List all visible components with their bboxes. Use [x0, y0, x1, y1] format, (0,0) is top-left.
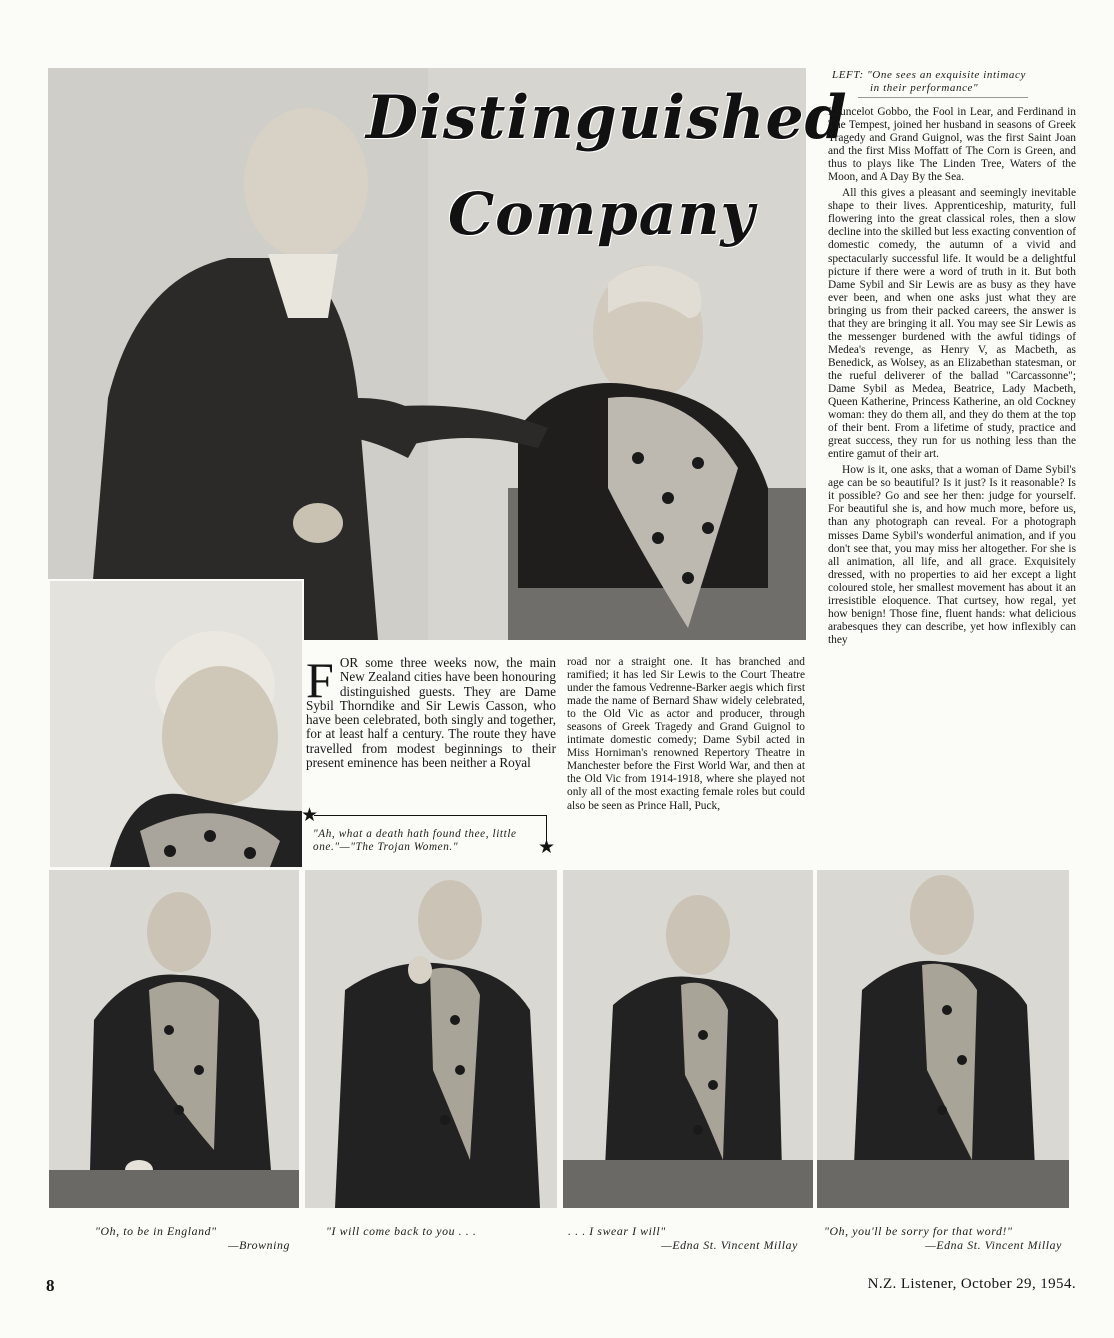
bottom-photo-3	[563, 870, 813, 1208]
col3-paragraph-1: Launcelot Gobbo, the Fool in Lear, and Ferdinand in The Tempest, joined her husband in seasons of Greek Tragedy and Grand Guignol, was the first Saint Joan and the first Miss Moffatt of The Corn is Green, and thus to plays like The Linden Tree, Waters of the Moon, and A Day By the Sea.	[828, 106, 1076, 184]
inset-caption: "Ah, what a death hath found thee, little one."—"The Trojan Women."	[313, 828, 517, 853]
star-icon: ★	[301, 804, 319, 826]
inset-photo-portrait	[48, 579, 304, 869]
headline-line-2: Company	[448, 180, 756, 248]
bottom-caption-3-quote: . . . I swear I will"	[568, 1224, 666, 1238]
bottom-caption-2-quote: "I will come back to you . . .	[326, 1224, 477, 1238]
headline-line-1: Distinguished	[366, 83, 848, 153]
col3-paragraph-3: How is it, one asks, that a woman of Dame Sybil's age can be so beautiful? Is it just? Is it reasonable? Is it possible? Go and see her then: judge for yourself. For beautiful she is, and how much more, before us, than any photograph can reveal. For a photograph misses Dame Sybil's wonderful animation, and if you don't see that, you may miss her altogether. For she is all animation, all life, and all grace. Exquisitely dressed, with no properties to aid her except a light coloured stole, her smallest movement has about it an irresistible eloquence. That curtsey, how regal, yet how benign! Those fine, fluent hands: what delicious arabesques they can describe, yet how inflexibly can they	[828, 464, 1076, 646]
bottom-caption-1-credit: —Browning	[228, 1238, 290, 1252]
article-column-1	[306, 656, 556, 806]
col1-text: OR some three weeks now, the main New Zealand cities have been honouring distinguished guests. They are Dame Sybil Thorndike and Sir Lewis Casson, who have been celebrated, both singly and together, for at least half a century. The route they have travelled from modest beginnings to their present eminence has been neither a Royal	[306, 656, 556, 771]
bottom-caption-4-credit: —Edna St. Vincent Millay	[925, 1238, 1062, 1252]
top-caption-line-1: LEFT: "One sees an exquisite intimacy	[832, 69, 1026, 81]
article-column-2	[567, 656, 805, 861]
top-caption-line-2: in their performance"	[870, 82, 979, 94]
drop-cap: F	[306, 656, 334, 708]
page-number: 8	[46, 1276, 55, 1295]
caption-box-rule-top	[314, 815, 547, 816]
bottom-caption-4-quote: "Oh, you'll be sorry for that word!"	[824, 1224, 1013, 1238]
bottom-photo-4	[817, 870, 1069, 1208]
masthead-dateline: N.Z. Listener, October 29, 1954.	[867, 1276, 1076, 1292]
bottom-photo-2	[305, 870, 557, 1208]
caption-rule	[858, 97, 1028, 98]
article-column-3	[828, 106, 1076, 647]
col3-paragraph-2: All this gives a pleasant and seemingly inevitable shape to their lives. Apprenticeship, maturity, full flowering into the great classical roles, then a slow decline into the skilled but less exacting convention of domestic comedy, the autumn of a vivid and spectacularly successful life. It would be a delightful picture if there were a word of truth in it. But both Dame Sybil and Sir Lewis are as busy as they have ever been, and when one asks just what they are bringing us from their packed careers, the answer is that they are bringing it all. You may see Sir Lewis as the messenger burdened with the awful tidings of Medea's revenge, as Henry V, as Macbeth, as Benedick, as Wolsey, as an Elizabethan statesman, or the rueful deliverer of the ballad "Carcassonne"; Dame Sybil as Medea, Beatrice, Lady Macbeth, Queen Katherine, Princess Katherine, an old Cockney woman: they do them all, and they do them at the top of their bent. From a lifetime of study, practice and great success, they run for us nothing less than the entire gamut of their art.	[828, 187, 1077, 461]
main-photo-couple	[48, 68, 806, 640]
star-icon: ★	[538, 836, 556, 858]
col2-text: road nor a straight one. It has branched and ramified; it has led Sir Lewis to the Court Theatre under the famous Vedrenne-Barker aegis which first made the name of Bernard Shaw widely celebrated, to the Old Vic as actor and producer, through seasons of Greek Tragedy and Grand Guignol to intimate domestic comedy; Dame Sybil acted in Miss Horniman's renowned Repertory Theatre in Manchester before the First World War, and then at the Old Vic from 1914-1918, where she played not only all of the most exacting female roles but could also be seen as Prince Hall, Puck,	[567, 656, 805, 812]
bottom-caption-1-quote: "Oh, to be in England"	[95, 1224, 217, 1238]
bottom-photo-1	[49, 870, 299, 1208]
bottom-caption-3-credit: —Edna St. Vincent Millay	[661, 1238, 798, 1252]
